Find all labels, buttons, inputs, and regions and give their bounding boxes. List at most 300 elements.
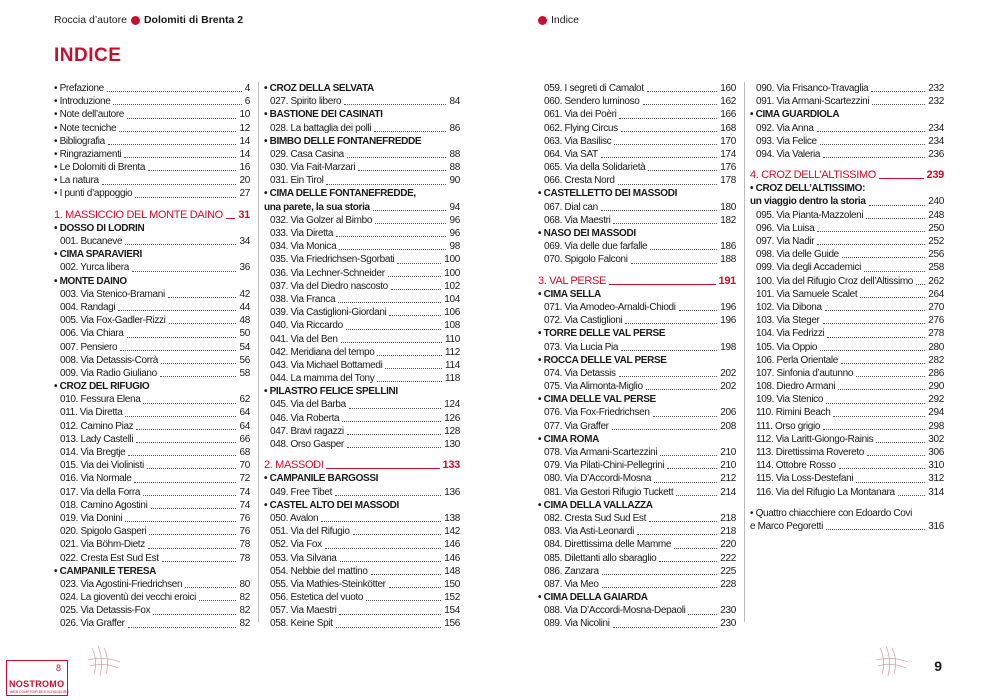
dot-leader — [614, 144, 717, 145]
dot-leader — [631, 263, 718, 264]
page-ref: 232 — [928, 82, 944, 94]
route-entry — [264, 591, 460, 604]
dot-leader — [143, 403, 236, 404]
dot-leader — [602, 587, 718, 588]
entry-title: • CROZ DELL’ALTISSIMO: — [750, 183, 866, 195]
entry-title: 089. Via Nicolini — [544, 618, 610, 630]
route-entry — [264, 512, 460, 525]
page-ref: 14 — [239, 135, 250, 147]
page-ref: 188 — [720, 254, 736, 266]
dot-leader — [688, 614, 717, 615]
page-ref: 212 — [720, 473, 736, 485]
entry-title: 057. Via Maestri — [270, 605, 337, 617]
route-entry — [264, 438, 460, 451]
entry-title: 032. Via Golzer al Bimbo — [270, 214, 373, 226]
route-entry — [264, 267, 460, 280]
dot-leader — [136, 442, 236, 443]
dot-leader — [336, 627, 442, 628]
page-ref: 232 — [928, 96, 944, 108]
peak-heading — [538, 227, 736, 240]
route-entry — [264, 174, 460, 187]
route-entry — [264, 552, 460, 565]
page-ref: 276 — [928, 315, 944, 327]
route-entry — [54, 591, 250, 604]
page-ref: 230 — [720, 605, 736, 617]
page-ref: 74 — [239, 499, 250, 511]
dot-leader — [339, 614, 441, 615]
dot-leader — [613, 627, 718, 628]
entry-title: 056. Estetica del vuoto — [270, 592, 364, 604]
route-entry — [54, 512, 250, 525]
page-ref: 196 — [720, 315, 736, 327]
chapter-heading — [538, 275, 736, 288]
page-ref: 146 — [444, 552, 460, 564]
dot-leader — [660, 455, 717, 456]
dot-leader — [344, 104, 446, 105]
chapter-heading — [54, 209, 250, 222]
entry-title: 110. Rimini Beach — [756, 407, 831, 419]
route-entry — [750, 275, 944, 288]
dot-leader — [389, 315, 441, 316]
dot-leader — [649, 521, 717, 522]
dot-leader — [147, 468, 237, 469]
spacer — [750, 499, 944, 507]
route-entry — [750, 235, 944, 248]
dot-leader — [667, 468, 717, 469]
route-entry — [264, 425, 460, 438]
dot-leader — [375, 223, 446, 224]
dot-leader — [621, 350, 717, 351]
route-entry — [54, 525, 250, 538]
entry-title: 008. Via Detassis-Corrà — [60, 354, 158, 366]
dot-leader — [134, 482, 236, 483]
entry-title: 066. Cresta Nord — [544, 175, 615, 187]
page-ref: 218 — [720, 512, 736, 524]
dot-leader — [654, 482, 717, 483]
dot-leader — [169, 323, 237, 324]
entry-title: 061. Via dei Poèri — [544, 109, 617, 121]
dot-leader — [371, 574, 442, 575]
dot-leader — [377, 355, 442, 356]
dot-leader — [124, 157, 236, 158]
page-ref: 86 — [449, 122, 460, 134]
dot-leader — [326, 184, 446, 185]
page-ref: 10 — [239, 109, 250, 121]
dot-leader — [385, 368, 442, 369]
route-entry — [264, 240, 460, 253]
dot-leader — [601, 210, 717, 211]
dot-leader — [374, 131, 446, 132]
dot-leader — [160, 376, 237, 377]
entry-title: 027. Spirito libero — [270, 96, 342, 108]
page-ref: 240 — [928, 196, 944, 208]
entry-title: 090. Via Frisanco-Travaglia — [756, 82, 869, 94]
entry-title: • PILASTRO FELICE SPELLINI — [264, 386, 398, 398]
peak-heading — [264, 188, 460, 201]
peak-heading — [264, 385, 460, 398]
right-page — [500, 0, 1000, 700]
entry-title: • CROZ DEL RIFUGIO — [54, 381, 150, 393]
dot-leader — [876, 442, 925, 443]
page-ref: 74 — [239, 486, 250, 498]
page-ref: 280 — [928, 341, 944, 353]
dot-leader — [118, 310, 236, 311]
entry-title: • CIMA DELLA VALLAZZA — [538, 499, 653, 511]
entry-title: 045. Via del Barba — [270, 399, 346, 411]
route-entry — [54, 235, 250, 248]
page-ref: 292 — [928, 394, 944, 406]
entry-title: 087. Via Meo — [544, 578, 599, 590]
route-entry — [54, 459, 250, 472]
page-ref: 191 — [718, 274, 736, 287]
route-entry — [750, 314, 944, 327]
dot-leader — [226, 218, 235, 219]
page-ref: 174 — [720, 148, 736, 160]
route-entry — [54, 314, 250, 327]
entry-title: 108. Diedro Armani — [756, 381, 836, 393]
entry-title: 050. Avalon — [270, 512, 319, 524]
page-ref: 298 — [928, 420, 944, 432]
peak-heading — [54, 380, 250, 393]
route-entry — [264, 565, 460, 578]
route-entry — [750, 327, 944, 340]
peak-heading — [538, 591, 736, 604]
entry-title: 003. Via Stenico-Bramani — [60, 288, 165, 300]
entry-title: 115. Via Loss-Destefani — [756, 473, 854, 485]
page-ref: 6 — [244, 96, 250, 108]
entry-title: • I punti d’appoggio — [54, 188, 133, 200]
route-entry — [538, 578, 736, 591]
route-entry — [54, 420, 250, 433]
page-ref: 94 — [449, 201, 460, 213]
route-entry — [264, 122, 460, 135]
dot-leader — [879, 178, 924, 179]
entry-title: 081. Via Gestori Rifugio Tuckett — [544, 486, 674, 498]
dot-leader — [325, 548, 441, 549]
route-entry — [54, 393, 250, 406]
entry-title: 111. Orso grigio — [756, 420, 821, 432]
page-ref: 270 — [928, 301, 944, 313]
page-ref: 150 — [444, 578, 460, 590]
entry-title: • CASTELLETTO DEI MASSODI — [538, 188, 678, 200]
entry-title: 035. Via Friedrichsen-Sgorbati — [270, 254, 395, 266]
route-entry — [538, 367, 736, 380]
entry-title: 025. Via Detassis-Fox — [60, 605, 151, 617]
dot-leader — [856, 376, 925, 377]
dot-leader — [168, 297, 237, 298]
page-ref: 118 — [444, 373, 460, 385]
page-ref: 160 — [720, 82, 736, 94]
dot-leader — [625, 323, 717, 324]
page-ref: 133 — [442, 459, 460, 472]
page-ref: 236 — [928, 148, 944, 160]
dot-leader — [659, 561, 717, 562]
peak-heading — [264, 135, 460, 148]
entry-title: 2. MASSODI — [264, 459, 324, 472]
entry-title: 079. Via Pilati-Chini-Pellegrini — [544, 460, 665, 472]
entry-title: 064. Via SAT — [544, 148, 598, 160]
route-entry — [538, 552, 736, 565]
route-entry — [264, 333, 460, 346]
peak-heading — [538, 393, 736, 406]
dot-leader — [602, 574, 717, 575]
entry-title: 109. Via Stenico — [756, 394, 824, 406]
dot-leader — [148, 548, 237, 549]
page-ref: 228 — [720, 578, 736, 590]
dot-leader — [125, 521, 236, 522]
entry-title: 070. Spigolo Falconi — [544, 254, 628, 266]
page-ref: 202 — [720, 381, 736, 393]
dot-leader — [823, 429, 925, 430]
page-ref: 316 — [928, 520, 944, 532]
entry-title: 030. Via Fait-Marzari — [270, 162, 356, 174]
page-ref: 282 — [928, 354, 944, 366]
dot-leader — [148, 170, 236, 171]
dot-leader — [338, 302, 441, 303]
route-entry — [538, 82, 736, 95]
dot-leader — [127, 337, 237, 338]
entry-title: 095. Via Pianta-Mazzoleni — [756, 209, 864, 221]
page-ref: 100 — [444, 267, 460, 279]
route-entry — [750, 135, 944, 148]
dot-leader — [341, 342, 442, 343]
dot-leader — [613, 223, 717, 224]
entry-title: • Introduzione — [54, 96, 111, 108]
dot-leader — [347, 157, 447, 158]
entry-title: • CAMPANILE BARGOSSI — [264, 473, 379, 485]
entry-title: 014. Via Bregtje — [60, 447, 126, 459]
page-ref: 170 — [720, 135, 736, 147]
route-entry — [750, 95, 944, 108]
page-ref: 50 — [239, 328, 250, 340]
entry-title: 062. Flying Circus — [544, 122, 618, 134]
dot-leader — [119, 131, 236, 132]
dot-leader — [353, 534, 442, 535]
entry-title: 107. Sinfonia d’autunno — [756, 367, 854, 379]
route-entry — [538, 214, 736, 227]
entry-title: • CAMPANILE TERESA — [54, 565, 157, 577]
dot-leader — [349, 408, 441, 409]
route-entry — [538, 95, 736, 108]
peak-heading — [54, 275, 250, 288]
route-entry — [264, 578, 460, 591]
entry-title: 086. Zanzara — [544, 565, 599, 577]
dot-leader — [646, 389, 718, 390]
route-entry — [538, 538, 736, 551]
entry-title: 093. Via Felice — [756, 135, 817, 147]
page-ref: 252 — [928, 236, 944, 248]
dot-leader — [601, 157, 717, 158]
page-ref: 114 — [444, 359, 460, 371]
route-entry — [54, 538, 250, 551]
route-entry — [538, 565, 736, 578]
dot-leader — [151, 508, 237, 509]
page-ref: 290 — [928, 381, 944, 393]
route-entry — [54, 446, 250, 459]
entry-title: • Note tecniche — [54, 122, 117, 134]
entry-title: 041. Via del Ben — [270, 333, 338, 345]
route-entry — [750, 367, 944, 380]
logo-subtext: WEB COMPTOIR DES VOYAGEURS — [10, 690, 69, 694]
entry-title: 116. Via del Rifugio La Montanara — [756, 486, 895, 498]
page-ref: 198 — [720, 341, 736, 353]
entry-title: 038. Via Franca — [270, 293, 336, 305]
entry-title: 048. Orso Gasper — [270, 439, 344, 451]
page-ref: 72 — [239, 473, 250, 485]
dot-leader — [866, 218, 925, 219]
page-ref: 162 — [720, 96, 736, 108]
entry-title: 055. Via Mathies-Steinkötter — [270, 578, 386, 590]
dot-leader — [346, 329, 441, 330]
page-ref: 310 — [928, 460, 944, 472]
page-ref: 16 — [239, 162, 250, 174]
entry-title: 018. Camino Agostini — [60, 499, 148, 511]
page-ref: 48 — [239, 315, 250, 327]
page-ref: 106 — [444, 307, 460, 319]
page-ref: 82 — [239, 618, 250, 630]
page-ref: 42 — [239, 288, 250, 300]
dot-leader — [820, 350, 925, 351]
route-entry — [538, 407, 736, 420]
dot-leader — [827, 337, 925, 338]
entry-title: 039. Via Castiglioni-Giordani — [270, 307, 387, 319]
page-ref: 312 — [928, 473, 944, 485]
route-entry — [54, 288, 250, 301]
peak-heading — [750, 196, 944, 209]
route-entry — [538, 161, 736, 174]
entry-title: una parete, la sua storia — [264, 201, 370, 213]
entry-title: 076. Via Fox-Friedrichsen — [544, 407, 650, 419]
route-entry — [750, 148, 944, 161]
dot-leader — [841, 363, 925, 364]
dot-leader — [136, 429, 236, 430]
entry-title: 023. Via Agostini-Friedrichsen — [60, 578, 183, 590]
dot-leader — [113, 104, 241, 105]
entry-title: 007. Pensiero — [60, 341, 118, 353]
entry-title: • Le Dolomiti di Brenta — [54, 162, 146, 174]
page-ref: 186 — [720, 241, 736, 253]
entry-title: 004. Randagi — [60, 301, 116, 313]
page-ref: 82 — [239, 592, 250, 604]
page-ref: 108 — [444, 320, 460, 332]
front-matter-entry — [54, 161, 250, 174]
route-entry — [538, 174, 736, 187]
route-entry — [264, 306, 460, 319]
route-entry — [538, 604, 736, 617]
route-entry — [264, 148, 460, 161]
dot-leader — [637, 534, 717, 535]
front-matter-entry — [54, 122, 250, 135]
route-entry — [750, 446, 944, 459]
route-entry — [538, 253, 736, 266]
entry-title: 024. La gioventù dei vecchi eroici — [60, 592, 196, 604]
dot-leader — [153, 614, 236, 615]
page-ref: 166 — [720, 109, 736, 121]
entry-title: 044. La mamma del Tony — [270, 373, 375, 385]
entry-title: 042. Meridiana del tempo — [270, 346, 375, 358]
page-ref: 154 — [444, 605, 460, 617]
page-ref: 218 — [720, 526, 736, 538]
dot-leader — [127, 118, 236, 119]
entry-title: 033. Via Diretta — [270, 228, 334, 240]
front-matter-entry — [750, 520, 944, 533]
page-ref: 98 — [449, 241, 460, 253]
route-entry — [54, 341, 250, 354]
column-divider — [258, 82, 259, 622]
dot-leader — [347, 434, 441, 435]
page-ref: 84 — [449, 96, 460, 108]
entry-title: 074. Via Detassis — [544, 367, 616, 379]
page-ref: 66 — [239, 433, 250, 445]
page-ref: 225 — [720, 565, 736, 577]
page-ref: 278 — [928, 328, 944, 340]
entry-title: 026. Via Graffer — [60, 618, 125, 630]
entry-title: • CIMA DELLA GAIARDA — [538, 592, 648, 604]
route-entry — [264, 525, 460, 538]
route-entry — [750, 122, 944, 135]
route-entry — [264, 253, 460, 266]
entry-title: • NASO DEI MASSODI — [538, 228, 636, 240]
dot-leader — [373, 210, 447, 211]
dot-leader — [864, 271, 925, 272]
dot-leader — [647, 91, 718, 92]
route-entry — [264, 161, 460, 174]
entry-title: • CIMA SELLA — [538, 288, 601, 300]
route-entry — [538, 380, 736, 393]
route-entry — [538, 314, 736, 327]
index-column-3 — [538, 82, 736, 631]
entry-title: 015. Via dei Violinisti — [60, 460, 144, 472]
page-ref: 210 — [720, 460, 736, 472]
page-ref: 4 — [244, 82, 250, 94]
route-entry — [750, 433, 944, 446]
route-entry — [264, 399, 460, 412]
route-entry — [538, 341, 736, 354]
entry-title: 063. Via Basilisc — [544, 135, 612, 147]
dot-leader — [120, 350, 236, 351]
page-ref: 64 — [239, 420, 250, 432]
entry-title: 021. Via Böhm-Dietz — [60, 539, 145, 551]
dot-leader — [916, 284, 925, 285]
red-dot-icon — [538, 16, 547, 25]
entry-title: 009. Via Radio Giuliano — [60, 367, 157, 379]
entry-title: 020. Spigolo Gasperi — [60, 526, 147, 538]
route-entry — [54, 618, 250, 631]
dot-leader — [326, 468, 439, 469]
entry-title: 006. Via Chiara — [60, 328, 124, 340]
peak-heading — [538, 499, 736, 512]
dot-leader — [125, 244, 236, 245]
route-entry — [750, 82, 944, 95]
dot-leader — [679, 310, 718, 311]
entry-title: 028. La battaglia dei polli — [270, 122, 372, 134]
entry-title: 043. Via Michael Bottamedi — [270, 359, 383, 371]
entry-title: 049. Free Tibet — [270, 486, 333, 498]
dot-leader — [817, 231, 925, 232]
peak-heading — [538, 433, 736, 446]
entry-title: • CIMA GUARDIOLA — [750, 109, 840, 121]
entry-title: 082. Cresta Sud Sud Est — [544, 512, 647, 524]
dot-leader — [826, 403, 925, 404]
dot-leader — [621, 131, 717, 132]
entry-title: 046. Via Roberta — [270, 412, 340, 424]
entry-title: 4. CROZ DELL’ALTISSIMO — [750, 169, 876, 182]
dot-leader — [823, 323, 926, 324]
dot-leader — [609, 284, 716, 285]
page-ref: 176 — [720, 162, 736, 174]
page-ref: 152 — [444, 592, 460, 604]
entry-title: 036. Via Lechner-Schneider — [270, 267, 385, 279]
